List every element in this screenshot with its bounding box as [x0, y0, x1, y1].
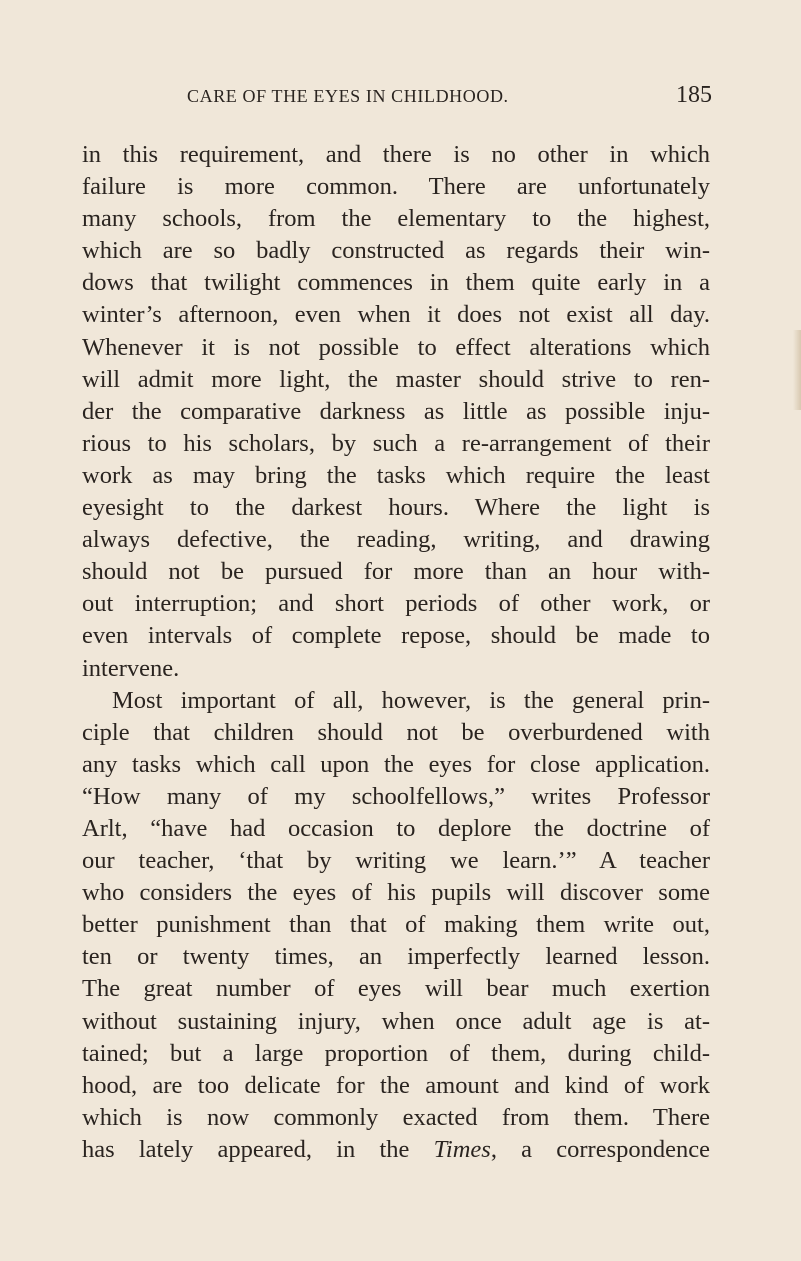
newspaper-title: Times	[433, 1135, 491, 1163]
text-line: will admit more light, the master should strive to ren-	[82, 365, 710, 393]
text-line: rious to his scholars, by such a re-arrangement of their	[82, 429, 710, 457]
paragraph-start-line: Most important of all, however, is the general prin-	[112, 686, 710, 714]
text-line: who considers the eyes of his pupils will discover some	[82, 879, 710, 907]
text-line: The great number of eyes will bear much exertion	[82, 975, 710, 1003]
text-line: always defective, the reading, writing, and drawing	[82, 526, 710, 554]
page-edge-stain	[793, 330, 801, 410]
page-number: 185	[676, 82, 712, 108]
text-line: hood, are too delicate for the amount and kind of work	[82, 1071, 710, 1099]
text-line: Whenever it is not possible to effect alterations which	[82, 333, 710, 361]
text-line: even intervals of complete repose, should be made to	[82, 622, 710, 650]
text-line: without sustaining injury, when once adult age is at-	[82, 1007, 710, 1035]
text-line: ciple that children should not be overburdened with	[82, 718, 710, 746]
text-line: Arlt, “have had occasion to deplore the doctrine of	[82, 814, 710, 842]
body-text	[82, 139, 710, 1166]
text-line: better punishment than that of making them write out,	[82, 911, 710, 939]
text-line: our teacher, ‘that by writing we learn.’” A teacher	[82, 847, 710, 875]
text-line: der the comparative darkness as little as possible inju-	[82, 397, 710, 425]
text-line: which are so badly constructed as regards their win-	[82, 237, 710, 265]
text-line: out interruption; and short periods of other work, or	[82, 590, 710, 618]
running-head: CARE OF THE EYES IN CHILDHOOD.	[187, 86, 509, 106]
paragraph-end-line: intervene.	[82, 654, 180, 682]
text-line: dows that twilight commences in them quite early in a	[82, 269, 710, 297]
text-line: work as may bring the tasks which require the least	[82, 461, 710, 489]
text-line: has lately appeared, in the Times, a correspondence	[82, 1135, 710, 1163]
text-line: tained; but a large proportion of them, during child-	[82, 1039, 710, 1067]
text-line: any tasks which call upon the eyes for close application.	[82, 750, 710, 778]
text-line: which is now commonly exacted from them. There	[82, 1103, 710, 1131]
text-line: winter’s afternoon, even when it does not exist all day.	[82, 301, 710, 329]
text-line: many schools, from the elementary to the highest,	[82, 205, 710, 233]
text-line: eyesight to the darkest hours. Where the light is	[82, 494, 710, 522]
text-line: ten or twenty times, an imperfectly learned lesson.	[82, 943, 710, 971]
text-line: “How many of my schoolfellows,” writes Professor	[82, 782, 710, 810]
text-line: should not be pursued for more than an hour with-	[82, 558, 710, 586]
text-line: in this requirement, and there is no other in which	[82, 141, 710, 168]
page-header	[82, 82, 712, 112]
text-line: failure is more common. There are unfortunately	[82, 173, 710, 201]
